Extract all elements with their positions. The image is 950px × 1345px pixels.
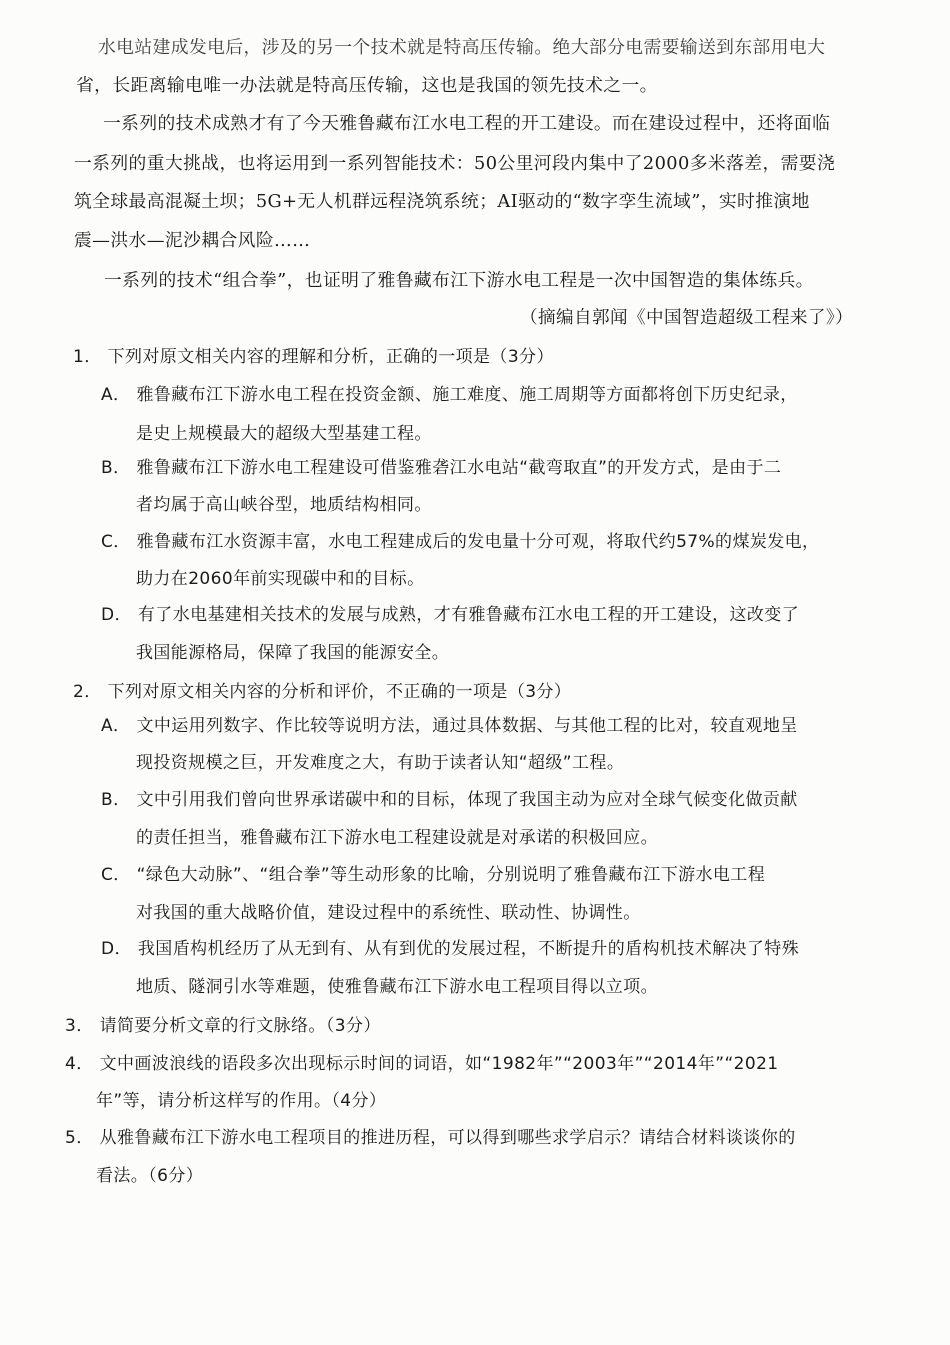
option-text: 雅鲁藏布江下游水电工程在投资金额、施工难度、施工周期等方面都将创下历史纪录， — [136, 385, 798, 405]
article-line-6: 震—洪水—泥沙耦合风险…… — [74, 230, 311, 251]
question-stem-line-1: 文中画波浪线的语段多次出现标示时间的词语，如“1982年”“2003年”“2014年”“2021 — [99, 1054, 779, 1074]
question-number: 4． — [65, 1054, 94, 1074]
question-stem: 下列对原文相关内容的理解和分析，正确的一项是（3分） — [107, 347, 554, 367]
article-line-7: 一系列的技术“组合拳”，也证明了雅鲁藏布江下游水电工程是一次中国智造的集体练兵。 — [104, 270, 814, 291]
question-2-option-a-line-2: 现投资规模之巨，开发难度之大，有助于读者认知“超级”工程。 — [136, 753, 625, 773]
question-2-option-d-line-2: 地质、隧洞引水等难题，使雅鲁藏布江下游水电工程项目得以立项。 — [136, 977, 658, 997]
question-5 — [65, 1126, 796, 1150]
question-1-option-c-line-2: 助力在2060年前实现碳中和的目标。 — [136, 569, 425, 589]
option-letter: A． — [101, 385, 131, 405]
question-2 — [73, 680, 571, 704]
question-2-option-b — [101, 788, 798, 812]
question-stem: 请简要分析文章的行文脉络。（3分） — [99, 1016, 381, 1036]
option-text: 雅鲁藏布江下游水电工程建设可借鉴雅砻江水电站“截弯取直”的开发方式，是由于二 — [136, 458, 782, 478]
option-letter: D． — [101, 605, 132, 625]
article-line-3: 一系列的技术成熟才有了今天雅鲁藏布江水电工程的开工建设。而在建设过程中，还将面临 — [103, 113, 831, 134]
article-line-4: 一系列的重大挑战，也将运用到一系列智能技术：50公里河段内集中了2000多米落差，需要浇 — [74, 153, 836, 174]
question-5-line-2: 看法。（6分） — [96, 1166, 204, 1186]
option-text: 有了水电基建相关技术的发展与成熟，才有雅鲁藏布江水电工程的开工建设，这改变了 — [137, 605, 800, 625]
article-line-2: 省，长距离输电唯一办法就是特高压传输，这也是我国的领先技术之一。 — [76, 75, 658, 96]
question-2-option-c-line-2: 对我国的重大战略价值，建设过程中的系统性、联动性、协调性。 — [136, 903, 641, 923]
question-2-option-c — [101, 863, 765, 887]
option-letter: C． — [101, 865, 131, 885]
question-stem: 下列对原文相关内容的分析和评价，不正确的一项是（3分） — [107, 682, 572, 702]
option-letter: A． — [101, 716, 131, 736]
question-1 — [73, 345, 554, 369]
question-number: 3． — [65, 1016, 94, 1036]
question-1-option-a-line-2: 是史上规模最大的超级大型基建工程。 — [136, 424, 432, 444]
question-3 — [65, 1014, 381, 1038]
question-2-option-d — [101, 937, 799, 961]
question-stem-line-1: 从雅鲁藏布江下游水电工程项目的推进历程，可以得到哪些求学启示？请结合材料谈谈你的 — [99, 1128, 796, 1148]
question-1-option-a — [101, 383, 798, 407]
question-1-option-b — [101, 456, 781, 480]
article-line-5: 筑全球最高混凝土坝；5G+无人机群远程浇筑系统；AI驱动的“数字孪生流域”，实时推演地 — [74, 191, 810, 212]
article-source: （摘编自郭闻《中国智造超级工程来了》） — [520, 308, 854, 328]
option-text: “绿色大动脉”、“组合拳”等生动形象的比喻，分别说明了雅鲁藏布江下游水电工程 — [136, 865, 766, 885]
article-line-1: 水电站建成发电后，涉及的另一个技术就是特高压传输。绝大部分电需要输送到东部用电大 — [98, 37, 826, 58]
question-2-option-b-line-2: 的责任担当，雅鲁藏布江下游水电工程建设就是对承诺的积极回应。 — [136, 828, 658, 848]
option-letter: D． — [101, 939, 132, 959]
question-number: 1． — [73, 347, 102, 367]
option-letter: C． — [101, 532, 131, 552]
option-text: 文中引用我们曾向世界承诺碳中和的目标，体现了我国主动为应对全球气候变化做贡献 — [136, 790, 798, 810]
question-4 — [65, 1052, 779, 1076]
question-1-option-d — [101, 603, 799, 627]
question-number: 5． — [65, 1128, 94, 1148]
question-1-option-c — [101, 530, 819, 554]
question-number: 2． — [73, 682, 102, 702]
option-text: 雅鲁藏布江水资源丰富，水电工程建成后的发电量十分可观，将取代约57%的煤炭发电， — [136, 532, 820, 552]
option-text: 文中运用列数字、作比较等说明方法，通过具体数据、与其他工程的比对，较直观地呈 — [136, 716, 798, 736]
question-2-option-a — [101, 714, 798, 738]
question-1-option-d-line-2: 我国能源格局，保障了我国的能源安全。 — [136, 643, 450, 663]
question-4-line-2: 年”等，请分析这样写的作用。（4分） — [96, 1091, 387, 1111]
option-letter: B． — [101, 458, 131, 478]
question-1-option-b-line-2: 者均属于高山峡谷型，地质结构相同。 — [136, 495, 432, 515]
option-letter: B． — [101, 790, 131, 810]
option-text: 我国盾构机经历了从无到有、从有到优的发展过程，不断提升的盾构机技术解决了特殊 — [137, 939, 800, 959]
